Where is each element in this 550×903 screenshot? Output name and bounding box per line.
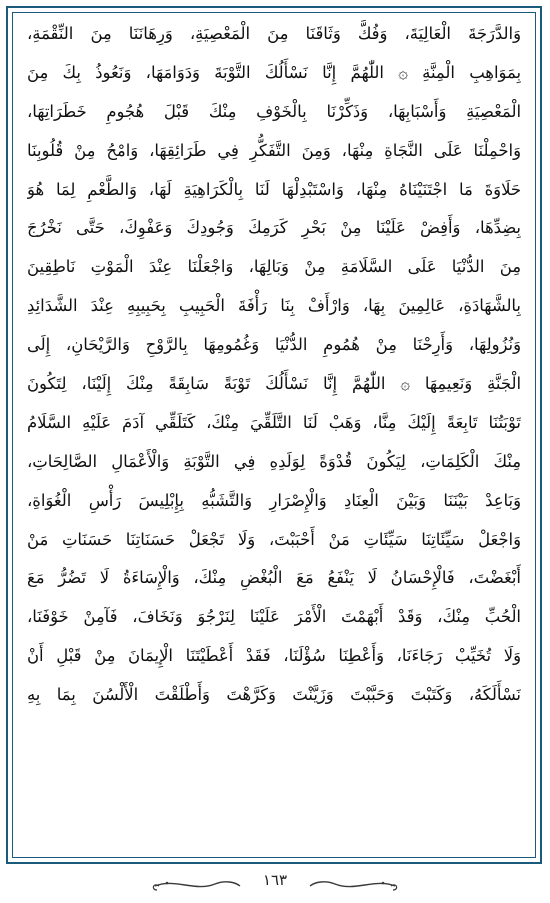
text-line: مِنَ الدُّنْيَا عَلَى السَّلَامَةِ مِنْ وَبَالِهَا، وَاجْعَلْنَا عِنْدَ الْمَوْتِ نَاطِقِينَ xyxy=(27,257,521,277)
text-line: بِالشَّهَادَةِ، عَالِمِينَ بِهَا، وَارْأَفْ بِنَا رَأْفَةَ الْحَبِيبِ بِحَبِيبِهِ عِنْدَ الشَّدَائِدِ xyxy=(27,296,521,316)
text-line: وَالدَّرَجَةَ الْعَالِيَةَ، وَفُكَّ وَثَاقَنَا مِنَ الْمَعْصِيَةِ، وَرِهَانَنَا مِنَ النِّقْمَةِ، xyxy=(27,24,521,43)
text-line: أَبْغَضْتَ، فَالْإِحْسَانُ لَا يَنْفَعُ مَعَ الْبُغْضِ مِنْكَ، وَالْإِسَاءَةُ لَا تَضُرُّ مَعَ xyxy=(27,568,521,588)
text-line: وَبَاعِدْ بَيْنَنَا وَبَيْنَ الْعِنَادِ وَالْإِصْرَارِ وَالتَّشَبُّهِ بِإِبْلِيسَ رَأْسِ الْغُوَاةِ، xyxy=(27,490,521,510)
text-line: وَنُزُولِهَا، وَأَرِحْنَا مِنْ هُمُومِ الدُّنْيَا وَغُمُومِهَا بِالرَّوْحِ وَالرَّيْحَانِ، إِلَى xyxy=(27,335,521,355)
text-line: مِنْكَ الْكَلِمَاتِ، لِيَكُونَ قُدْوَةً لِوَلَدِهِ فِي التَّوْبَةِ وَالْأَعْمَالِ الصَّالِحَاتِ، xyxy=(27,451,521,471)
text-line: وَلَا تُخَيِّبْ رَجَاءَنَا، وَأَعْطِنَا سُؤْلَنَا، فَقَدْ أَعْطَيْتَنَا الْإِيمَانَ مِنْ قَبْلِ أَنْ xyxy=(27,646,521,666)
page-number: ١٦٣ xyxy=(262,871,288,889)
text-line: الْمَعْصِيَةِ وَأَسْبَابِهَا، وَذَكِّرْنَا بِالْخَوْفِ مِنْكَ قَبْلَ هُجُومِ خَطَرَاتِهَا، xyxy=(27,101,521,121)
text-line: بِضِدِّهَا، وَأَفِضْ عَلَيْنَا مِنْ بَحْرِ كَرَمِكَ وَجُودِكَ وَعَفْوِكَ، حَتَّى نَخْرُجَ xyxy=(27,218,521,238)
text-line: وَاجْعَلْ سَيِّئَاتِنَا سَيِّئَاتِ مَنْ أَحْبَبْتَ، وَلَا تَجْعَلْ حَسَنَاتِنَا حَسَنَاتِ مَنْ xyxy=(27,529,521,549)
text-line: الْجَنَّةِ وَنَعِيمِهَا ۞ اللّٰهُمَّ إِنَّا نَسْأَلُكَ تَوْبَةً سَابِقَةً مِنْكَ إِلَيْنَا، لِتَكُونَ xyxy=(27,374,521,394)
text-line: بِمَوَاهِبِ الْمِنَّةِ ۞ اللّٰهُمَّ إِنَّا نَسْأَلُكَ التَّوْبَةَ وَدَوَامَهَا، وَنَعُوذُ بِكَ مِنَ xyxy=(27,62,521,82)
prayer-text-block xyxy=(27,15,521,715)
text-line: نَسْأَلَكَهُ، وَكَتَبْتَ وَحَبَّبْتَ وَزَيَّنْتَ وَكَرَّهْتَ وَأَطْلَقْتَ الْأَلْسُنَ بِمَا بِهِ xyxy=(27,685,521,705)
text-line: حَلَاوَةَ مَا اجْتَنَيْنَاهُ مِنْهَا، وَاسْتَبْدِلْهَا لَنَا بِالْكَرَاهِيَةِ لَهَا، وَالطَّعْمِ لِمَا هُوَ xyxy=(27,179,521,199)
text-line: وَاحْمِلْنَا عَلَى النَّجَاةِ مِنْهَا، وَمِنَ التَّفَكُّرِ فِي طَرَائِقِهَا، وَامْحُ مِنْ قُلُوبِنَا xyxy=(27,140,521,160)
page-frame-inner xyxy=(12,12,536,858)
text-line: الْحُبِّ مِنْكَ، وَقَدْ أَبْهَمْتَ الْأَمْرَ عَلَيْنَا لِنَرْجُوَ وَنَخَافَ، فَآمِنْ خَوْفَنَا، xyxy=(27,607,521,627)
text-line: تَوْبَتُنَا تَابِعَةً إِلَيْكَ مِنَّا، وَهَبْ لَنَا التَّلَقِّيَ مِنْكَ، كَتَلَقِّي آدَمَ عَلَيْهِ السَّلَامُ xyxy=(27,412,521,432)
page-frame-outer xyxy=(6,6,542,864)
